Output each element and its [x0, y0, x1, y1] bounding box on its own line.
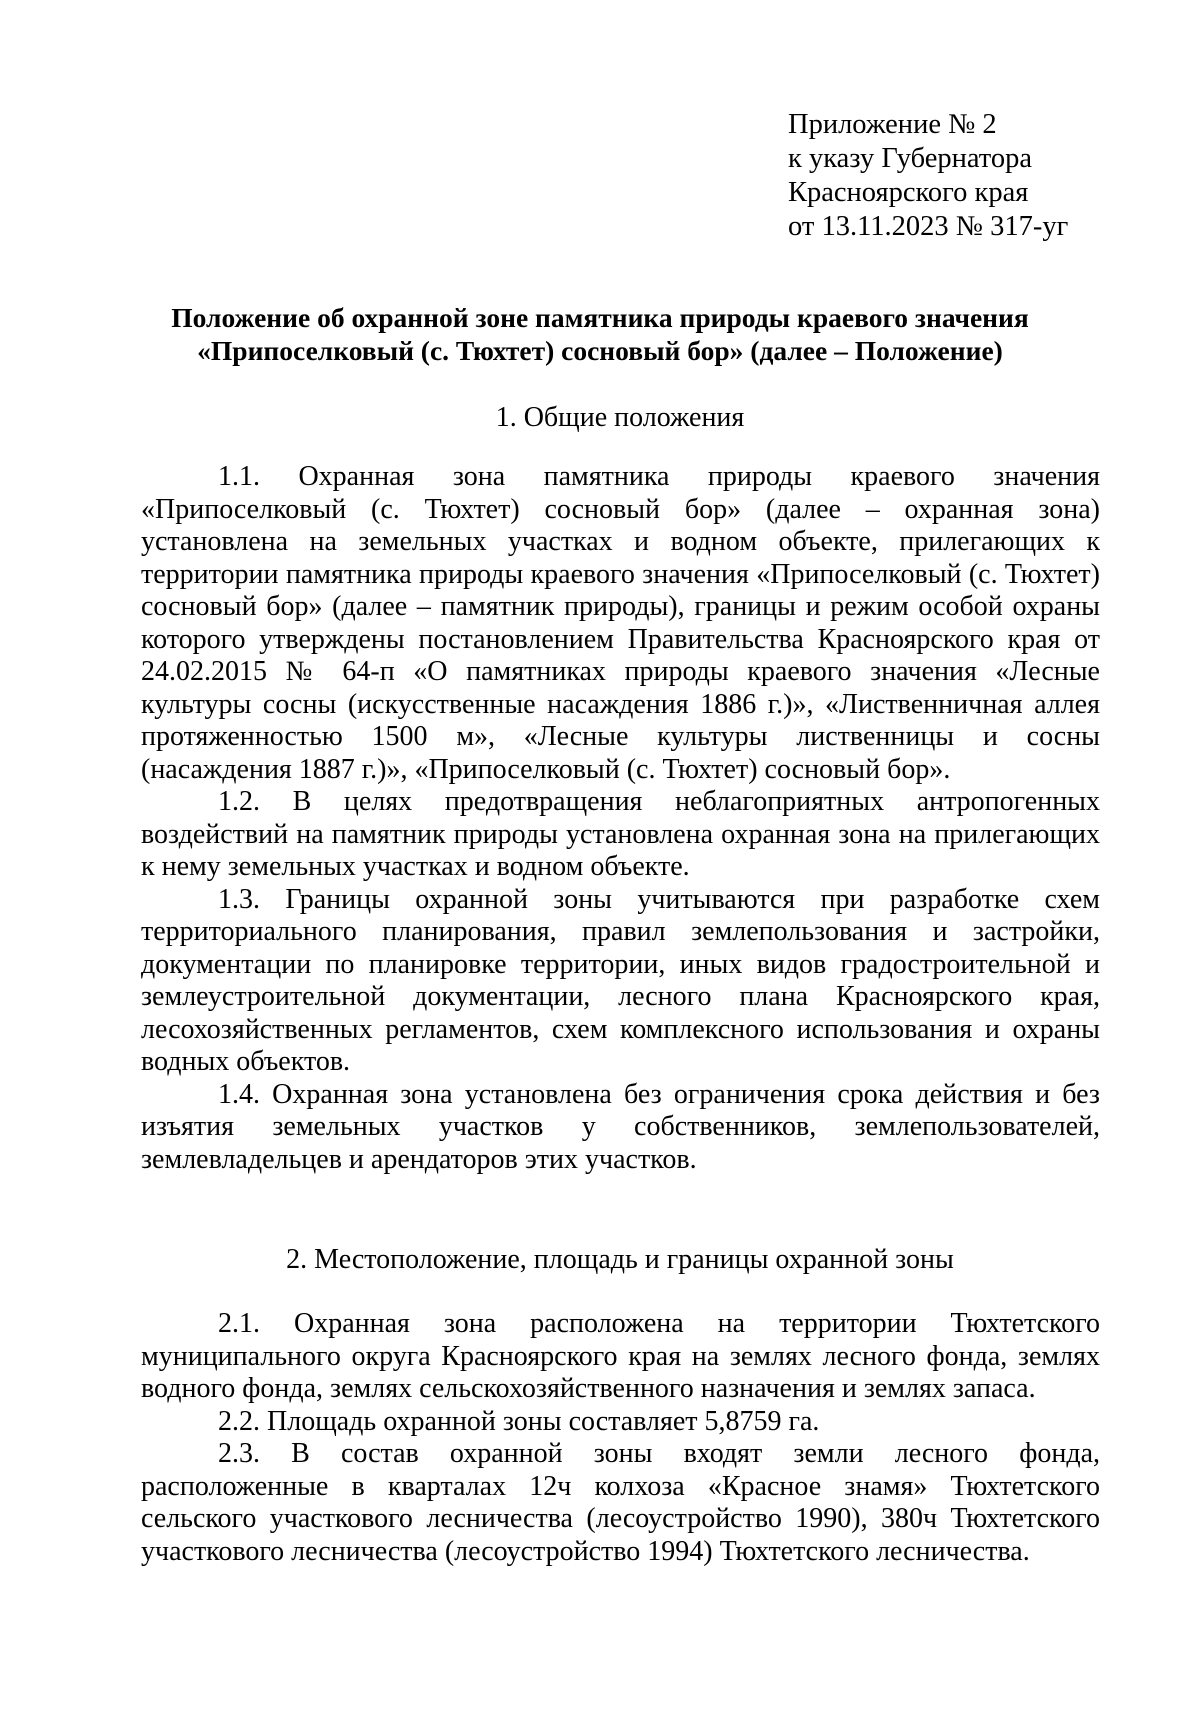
appendix-region-line: Красноярского края	[788, 177, 1029, 208]
section-2-heading: 2. Местоположение, площадь и границы охранной зоны	[286, 1244, 954, 1275]
appendix-date-line: от 13.11.2023 № 317-уг	[788, 211, 1069, 242]
paragraph-1-1: 1.1. Охранная зона памятника природы краевого значения «Припоселковый (с. Тюхтет) сосновый бор» (далее – охранная зона) установлена на земельных участках и водном объекте, прилегающих к территории памятника природы краевого значения «Припоселковый (с. Тюхтет) сосновый бор» (далее – памятник природы), границы и режим особой охраны которого утверждены постановлением Правительства Красноярского края от 24.02.2015 № 64-п «О памятниках природы краевого значения «Лесные культуры сосны (искусственные насаждения 1886 г.)», «Лиственничная аллея протяженностью 1500 м», «Лесные культуры лиственницы и сосны (насаждения 1887 г.)», «Припоселковый (с. Тюхтет) сосновый бор».	[141, 461, 1100, 785]
section-1-body	[141, 461, 1100, 1176]
section-1-heading: 1. Общие положения	[495, 402, 745, 433]
appendix-decree-line: к указу Губернатора	[788, 143, 1033, 174]
paragraph-1-4: 1.4. Охранная зона установлена без ограничения срока действия и без изъятия земельных участков у собственников, землепользователей, землевладельцев и арендаторов этих участков.	[141, 1078, 1100, 1175]
appendix-reference	[788, 108, 1168, 244]
paragraph-2-2: 2.2. Площадь охранной зоны составляет 5,8759 га.	[218, 1405, 820, 1437]
paragraph-1-3: 1.3. Границы охранной зоны учитываются при разработке схем территориального планирования, правил землепользования и застройки, документации по планировке территории, иных видов градостроительной и землеустроительной документации, лесного плана Красноярского края, лесохозяйственных регламентов, схем комплексного использования и охраны водных объектов.	[141, 883, 1100, 1077]
appendix-number: Приложение № 2	[788, 109, 997, 140]
document-title-line-1: Положение об охранной зоне памятника природы краевого значения	[171, 302, 1029, 333]
section-2-body	[141, 1308, 1100, 1568]
document-title	[100, 301, 1100, 367]
paragraph-1-2: 1.2. В целях предотвращения неблагоприятных антропогенных воздействий на памятник природы установлена охранная зона на прилегающих к нему земельных участках и водном объекте.	[141, 786, 1100, 882]
document-title-line-2: «Припоселковый (с. Тюхтет) сосновый бор» (далее – Положение)	[197, 335, 1003, 366]
paragraph-2-3: 2.3. В состав охранной зоны входят земли лесного фонда, расположенные в кварталах 12ч колхоза «Красное знамя» Тюхтетского сельского участкового лесничества (лесоустройство 1990), 380ч Тюхтетского участкового лесничества (лесоустройство 1994) Тюхтетского лесничества.	[141, 1438, 1100, 1567]
paragraph-2-1: 2.1. Охранная зона расположена на территории Тюхтетского муниципального округа Красноярского края на землях лесного фонда, землях водного фонда, землях сельскохозяйственного назначения и землях запаса.	[141, 1308, 1100, 1404]
